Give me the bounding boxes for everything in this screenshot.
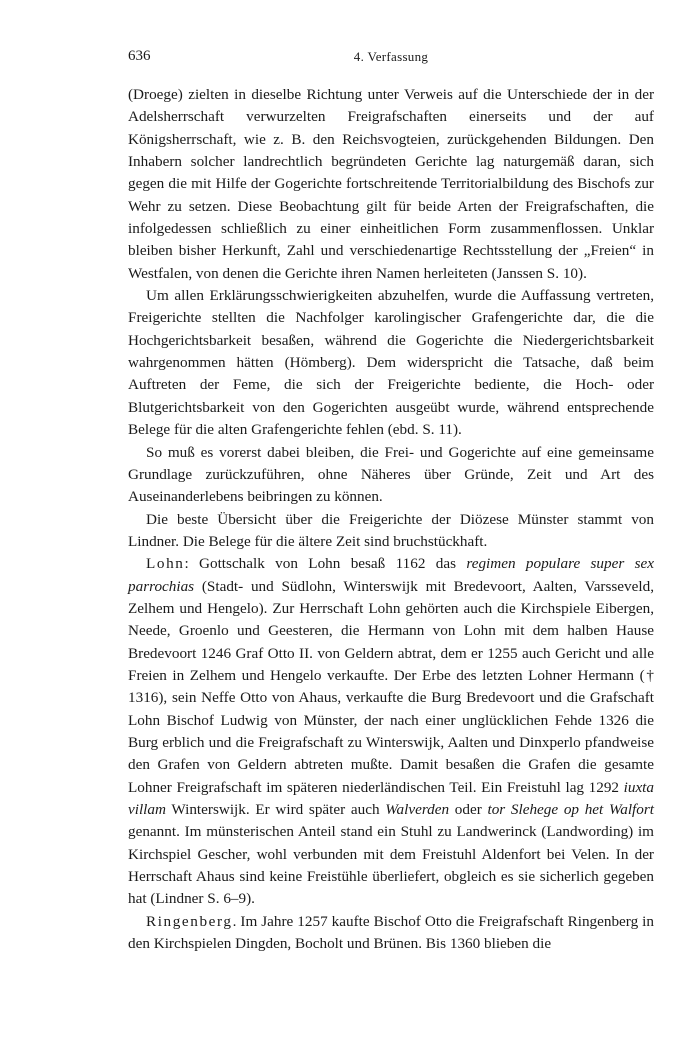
paragraph <box>128 509 654 554</box>
paragraph-lohn <box>128 553 654 911</box>
text-run: . Im Jahre 1257 kaufte Bischof Otto die Freigrafschaft Ringenberg in den Kirchspielen Dingden, Bocholt und Brünen. Bis 1360 blieben die <box>128 912 654 953</box>
latin-phrase: regimen populare super sex parrochias <box>128 555 655 595</box>
section-keyword-ringenberg: Ringenberg <box>146 912 233 930</box>
chapter-title: 4. Verfassung <box>353 49 429 64</box>
paragraph <box>128 442 654 509</box>
text-run: Winterswijk. Er wird später auch <box>165 801 386 818</box>
paragraph <box>128 285 654 441</box>
text-run: genannt. Im münsterischen Anteil stand ein Stuhl zu Landwerinck (Landwording) im Kirchspiel Gescher, wohl verbunden mit dem Freistuhl Aldenfort bei Velen. In der Herrschaft Ahaus sind keine Freistühle überliefert, obgleich es sie sicherlich gegeben hat (Lindner S. 6–9). <box>128 823 654 908</box>
latin-phrase: iuxta villam <box>128 778 654 818</box>
body-text <box>128 84 654 955</box>
text-run: (Droege) zielten in dieselbe Richtung unter Verweis auf die Unterschiede der in der Adelsherrschaft verwurzelten Freigrafschaften einerseits und der auf Königsherrschaft, wie z. B. den Reichsvogteien, zurückgehenden Bildungen. Den Inhabern solcher landrechtlich begründeten Gerichte lag naturgemäß daran, sich gegen die mit Hilfe der Gogerichte fortschreitende Territorialbildung des Bischofs zur Wehr zu setzen. Diese Beobachtung gilt für beide Arten der Freigrafschaften, die infolgedessen schließlich zu einer einheitlichen Form zusammenflossen. Unklar bleiben bisher Herkunft, Zahl und verschiedenartige Rechtsstellung der „Freien“ in Westfalen, von denen die Gerichte ihren Namen herleiteten (Janssen S. 10). <box>128 86 654 282</box>
text-run: Die beste Übersicht über die Freigerichte der Diözese Münster stammt von Lindner. Die Belege für die ältere Zeit sind bruchstückhaft. <box>128 510 654 550</box>
text-run: (Stadt- und Südlohn, Winterswijk mit Bredevoort, Aalten, Varsseveld, Zelhem und Hengelo). Zur Herrschaft Lohn gehörten auch die Kirchspiele Eibergen, Neede, Groenlo und Geesteren, die Hermann von Lohn mit dem halben Hause Bredevoort 1246 Graf Otto II. von Geldern abtrat, dem er 1255 auch Gericht und alle Freien in Zelhem und Hengelo verkaufte. Der Erbe des letzten Lohner Hermann († 1316), sein Neffe Otto von Ahaus, verkaufte die Burg Bredevoort und die Grafschaft Lohn Bischof Ludwig von Münster, der nach einer unglücklichen Fehde 1326 die Burg erblich und die Freigrafschaft zu Winterswijk, Aalten und Dinxperlo pfandweise den Grafen von Geldern abtreten mußte. Damit besaßen die Grafen die gesamte Lohner Freigrafschaft im späteren niederländischen Teil. Ein Freistuhl lag 1292 <box>128 577 654 796</box>
section-keyword-lohn: Lohn <box>146 555 185 573</box>
text-run: oder <box>449 801 488 818</box>
paragraph <box>128 84 654 285</box>
running-header <box>128 48 654 70</box>
text-run: : Gottschalk von Lohn besaß 1162 das <box>184 555 467 573</box>
place-name-italic: tor Slehege op het Walfort <box>487 801 654 818</box>
text-run: So muß es vorerst dabei bleiben, die Frei- und Gogerichte auf eine gemeinsame Grundlage zurückzuführen, ohne Näheres über Gründe, Zeit und Art des Auseinanderlebens beibringen zu können. <box>128 443 654 506</box>
text-run: Um allen Erklärungsschwierigkeiten abzuhelfen, wurde die Auffassung vertreten, Freigerichte stellten die Nachfolger karolingischer Grafengerichte dar, die die Hochgerichtsbarkeit besaßen, während die Gogerichte die Niedergerichtsbarkeit wahrgenommen hätten (Hömberg). Dem widerspricht die Tatsache, daß beim Auftreten der Feme, die sich der Freigerichte bediente, die Hoch- oder Blutgerichtsbarkeit von den Gogerichten ausgeübt wurde, während entsprechende Belege für die alten Grafengerichte fehlen (ebd. S. 11). <box>128 287 654 439</box>
page-number: 636 <box>128 48 151 64</box>
place-name-italic: Walverden <box>385 801 450 818</box>
paragraph-ringenberg <box>128 911 654 956</box>
